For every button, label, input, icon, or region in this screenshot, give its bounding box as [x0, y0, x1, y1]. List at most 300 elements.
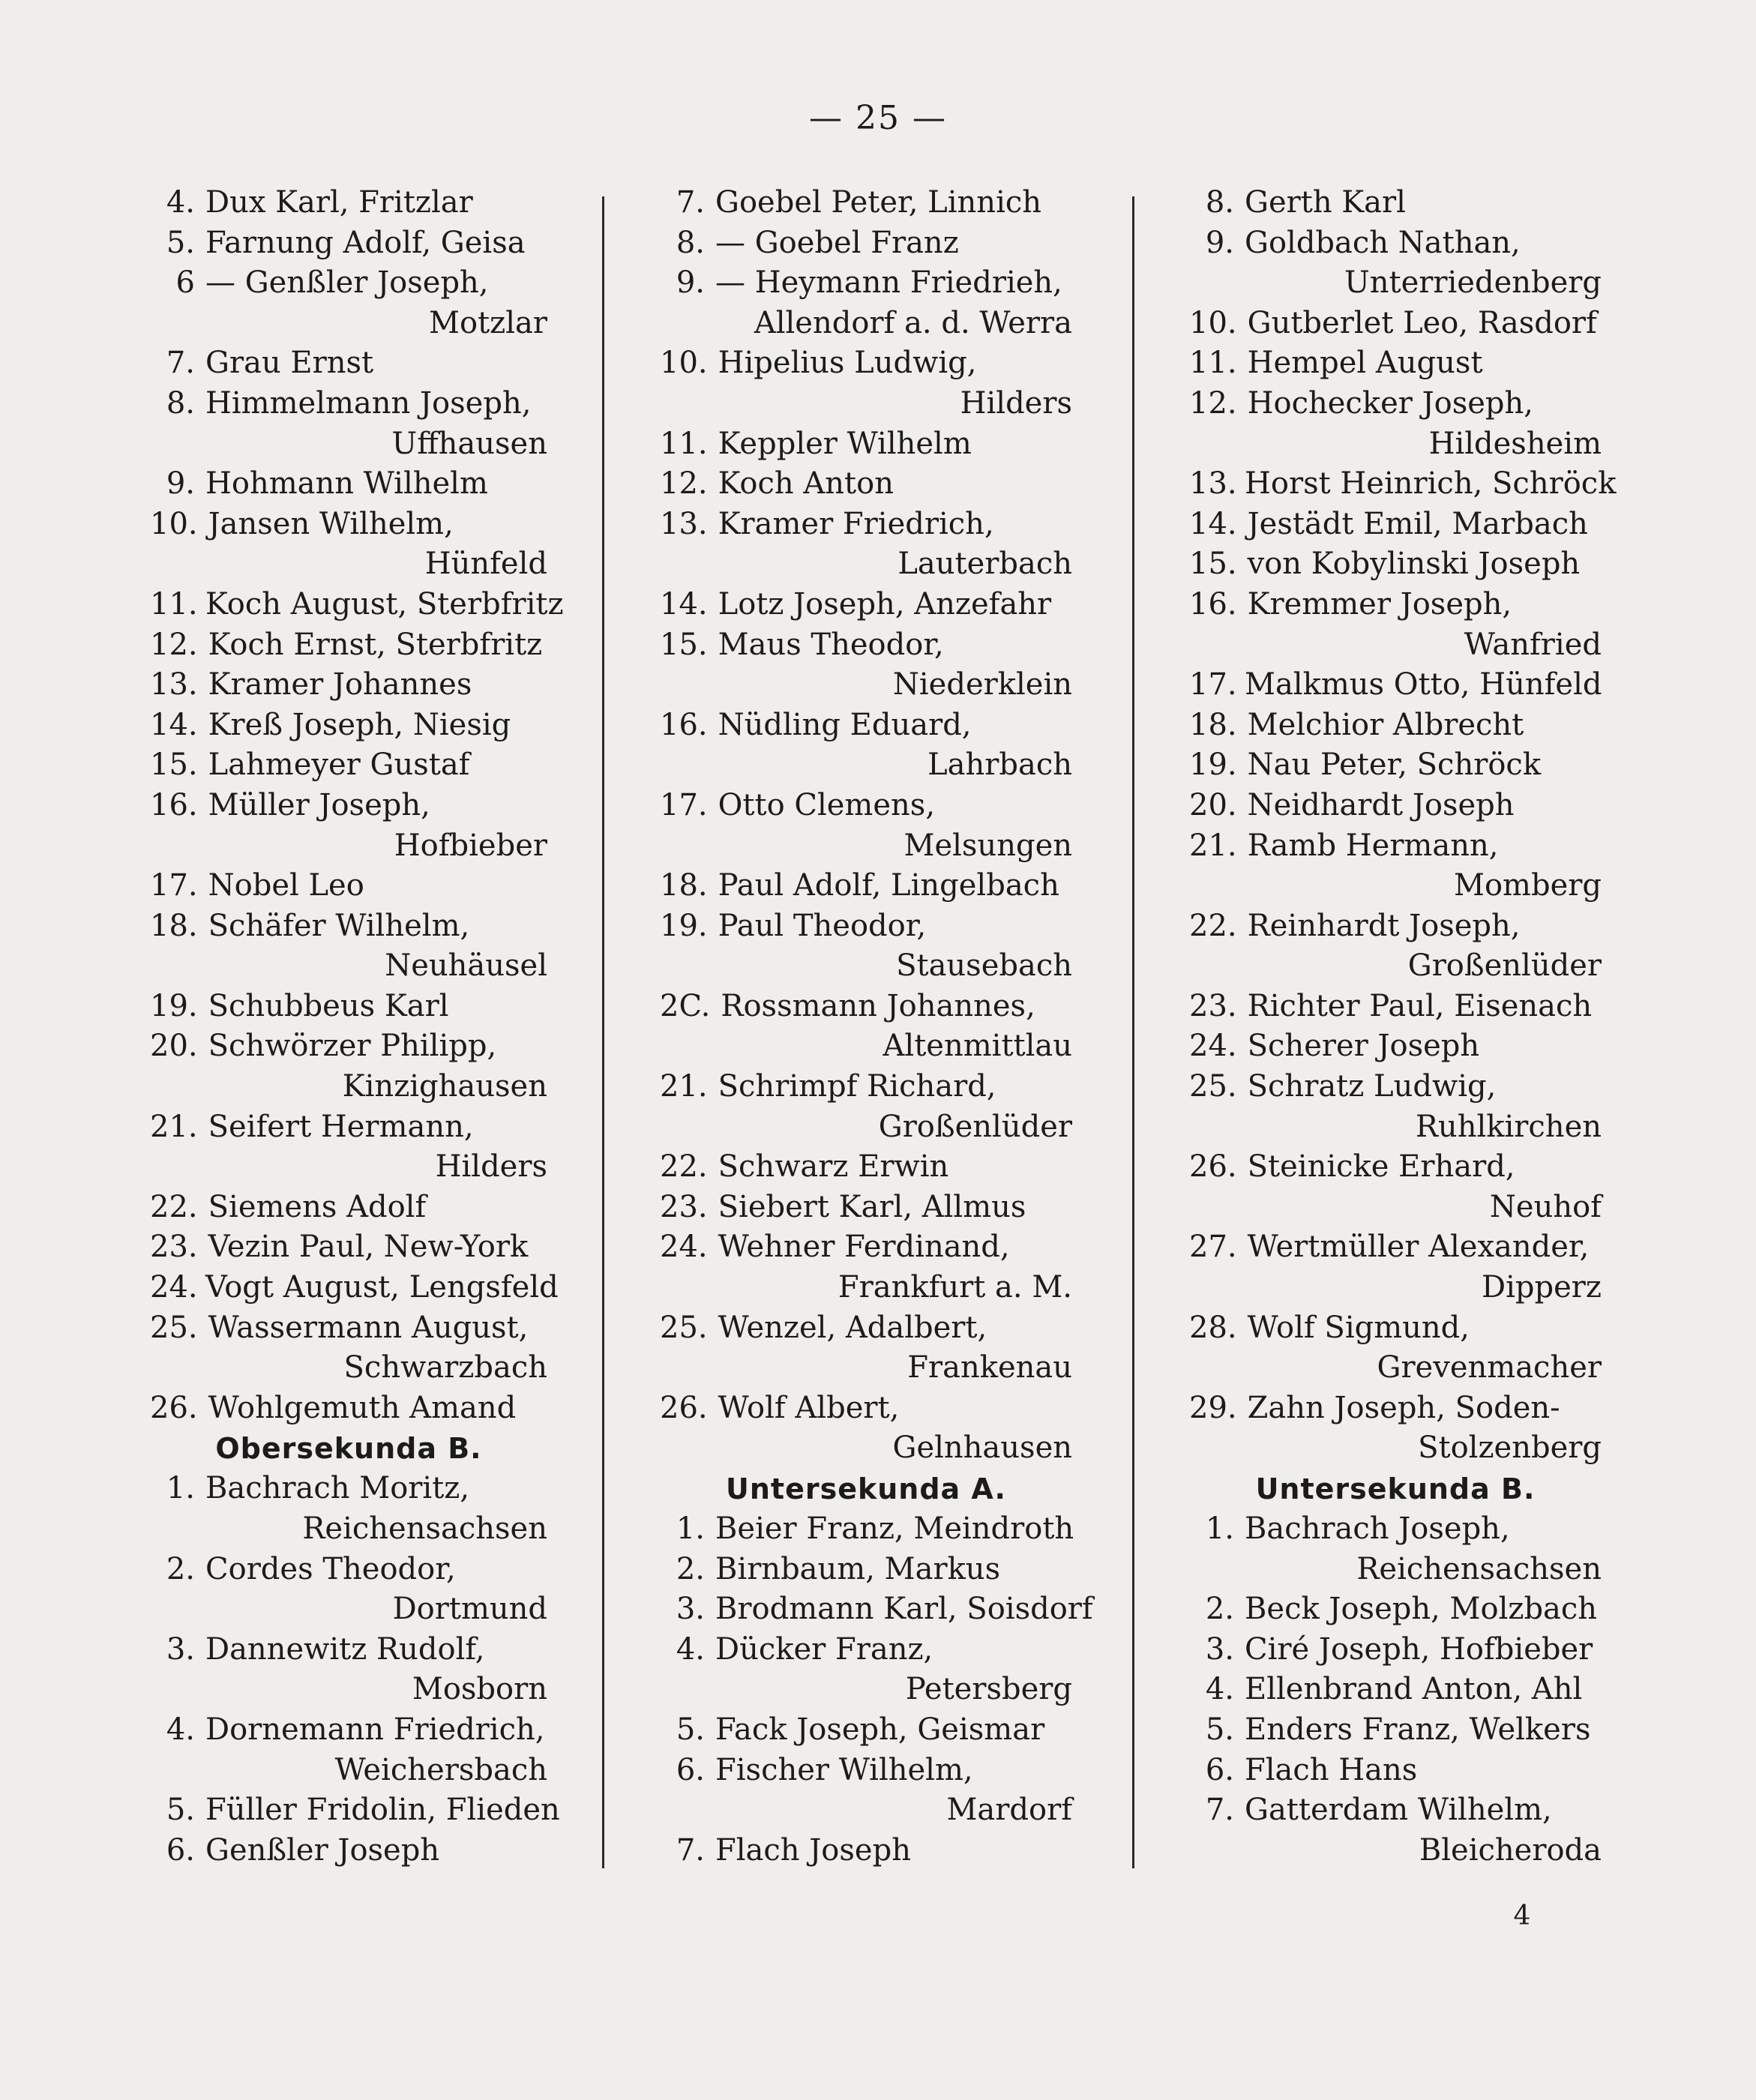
entry-place: Schwarzbach	[343, 1350, 547, 1386]
list-item	[1189, 1227, 1602, 1308]
list-item	[660, 1188, 1072, 1228]
entry-name: Birnbaum, Markus	[715, 1551, 1001, 1586]
list-item	[660, 223, 1072, 264]
entry-place: Hilders	[435, 1149, 547, 1185]
entry-name: Kreß Joseph, Niesig	[208, 707, 511, 742]
entry-place: Niederklein	[892, 667, 1072, 702]
entry-place: Dortmund	[392, 1592, 547, 1627]
entry-name: Schratz Ludwig,	[1247, 1069, 1497, 1104]
list-item	[660, 1389, 1072, 1469]
entry-number: 10.	[150, 506, 198, 541]
entry-number: 18.	[1189, 707, 1237, 742]
entry-number: 15.	[1189, 547, 1237, 582]
entry-name: Schäfer Wilhelm,	[208, 908, 470, 943]
list-item	[1189, 1308, 1602, 1389]
entry-name: Wassermann August,	[208, 1310, 529, 1345]
entry-name: Kremmer Joseph,	[1247, 586, 1512, 622]
entry-place: Stolzenberg	[1418, 1430, 1602, 1466]
list-item	[150, 1630, 547, 1710]
entry-number: 9.	[1205, 225, 1234, 260]
list-item	[150, 705, 547, 746]
entry-name: Schrimpf Richard,	[718, 1069, 996, 1104]
list-item	[150, 1308, 547, 1389]
section-heading: Obersekunda B.	[215, 1432, 482, 1466]
entry-number: 25.	[1189, 1069, 1237, 1104]
entry-name: Goldbach Nathan,	[1245, 225, 1521, 260]
entry-name: Vezin Paul, New-York	[208, 1230, 529, 1265]
list-item	[150, 183, 547, 223]
entry-place: Allendorf a. d. Werra	[754, 305, 1072, 340]
entry-number: 4.	[676, 1631, 705, 1667]
entry-name: Goebel Peter, Linnich	[715, 185, 1042, 220]
list-item	[1189, 1026, 1602, 1067]
list-item	[1189, 544, 1602, 585]
entry-number: 24.	[660, 1230, 708, 1265]
list-item	[150, 625, 547, 666]
section-heading: Untersekunda B.	[1255, 1472, 1536, 1505]
entry-place: Petersberg	[905, 1672, 1072, 1707]
entry-name: Gutberlet Leo, Rasdorf	[1247, 305, 1597, 340]
entry-name: Siebert Karl, Allmus	[718, 1189, 1026, 1224]
entry-name: Wolf Albert,	[718, 1390, 900, 1425]
list-item	[150, 1831, 547, 1871]
entry-number: 25.	[150, 1310, 198, 1345]
entry-name: Flach Hans	[1245, 1752, 1418, 1787]
entry-number: 11.	[660, 426, 708, 461]
list-item	[660, 1509, 1072, 1550]
entry-name: Ciré Joseph, Hofbieber	[1245, 1631, 1593, 1667]
entry-name: Bachrach Joseph,	[1245, 1511, 1510, 1546]
list-item	[1189, 1630, 1602, 1670]
entry-number: 10.	[1189, 305, 1237, 340]
entry-name: Kramer Friedrich,	[718, 506, 994, 541]
list-item	[150, 1227, 547, 1268]
entry-name: Vogt August, Lengsfeld	[205, 1270, 559, 1305]
entry-name: Scherer Joseph	[1247, 1029, 1480, 1064]
entry-number: 5.	[166, 1793, 195, 1828]
entry-name: Hohmann Wilhelm	[205, 466, 488, 502]
entry-number: 12.	[660, 466, 708, 502]
entry-name: Neidhardt Joseph	[1247, 787, 1515, 822]
entry-number: 14.	[150, 707, 198, 742]
column-1	[150, 183, 564, 1900]
entry-name: Gerth Karl	[1245, 185, 1406, 220]
list-item	[150, 987, 547, 1027]
entry-name: Wehner Ferdinand,	[718, 1230, 1010, 1265]
entry-name: Lahmeyer Gustaf	[208, 747, 470, 783]
entry-place: Bleicheroda	[1419, 1832, 1602, 1868]
entry-place: Motzlar	[429, 305, 547, 340]
entry-name: Cordes Theodor,	[205, 1551, 456, 1586]
column-2	[660, 183, 1093, 1900]
entry-name: Farnung Adolf, Geisa	[205, 225, 526, 260]
entry-number: 23.	[150, 1230, 198, 1265]
entry-number: 26.	[150, 1390, 198, 1425]
entry-place: Melsungen	[903, 828, 1072, 863]
entry-place: Lauterbach	[897, 547, 1072, 582]
entry-number: 21.	[1189, 828, 1237, 863]
entry-place: Frankfurt a. M.	[838, 1270, 1072, 1305]
list-item	[150, 263, 547, 343]
entry-name: — Goebel Franz	[715, 225, 959, 260]
list-item	[660, 1751, 1072, 1831]
list-item	[150, 906, 547, 987]
entry-number: 8.	[1205, 185, 1234, 220]
entry-number: 6.	[676, 1752, 705, 1787]
entry-number: 17.	[660, 787, 708, 822]
list-item	[660, 1147, 1072, 1188]
entry-number: 25.	[660, 1310, 708, 1345]
list-item	[660, 906, 1072, 987]
entry-name: Ramb Hermann,	[1247, 828, 1499, 863]
entry-number: 29.	[1189, 1390, 1237, 1425]
entry-number: 14.	[1189, 506, 1237, 541]
list-item	[660, 183, 1072, 223]
entry-name: Koch Anton	[718, 466, 894, 502]
entry-number: 17.	[1189, 667, 1237, 702]
entry-name: Wertmüller Alexander,	[1247, 1230, 1590, 1265]
entry-number: 15.	[660, 627, 708, 662]
entry-number: 21.	[150, 1109, 198, 1144]
entry-name: Jansen Wilhelm,	[208, 506, 454, 541]
entry-number: 2.	[1205, 1592, 1234, 1627]
list-item	[1189, 1790, 1602, 1871]
entry-name: Dornemann Friedrich,	[205, 1712, 545, 1747]
list-item	[660, 1550, 1072, 1590]
entry-name: — Heymann Friedrieh,	[715, 265, 1062, 301]
entry-name: Paul Theodor,	[718, 908, 927, 943]
entry-place: Stausebach	[896, 948, 1072, 984]
entry-number: 9.	[166, 466, 195, 502]
page-number: — 25 —	[809, 99, 947, 137]
list-item	[1189, 987, 1602, 1027]
entry-place: Hildesheim	[1428, 426, 1602, 461]
entry-number: 12.	[150, 627, 198, 662]
entry-name: Hochecker Joseph,	[1247, 385, 1533, 421]
entry-number: 11.	[150, 586, 198, 622]
entry-name: Füller Fridolin, Flieden	[205, 1793, 560, 1828]
list-item	[150, 505, 547, 585]
entry-place: Uffhausen	[391, 426, 547, 461]
entry-name: Jestädt Emil, Marbach	[1247, 506, 1588, 541]
entry-number: 27.	[1189, 1230, 1237, 1265]
entry-number: 19.	[1189, 747, 1237, 783]
entry-number: 3.	[1205, 1631, 1234, 1667]
entry-number: 13.	[660, 506, 708, 541]
entry-place: Wanfried	[1464, 627, 1602, 662]
entry-name: Bachrach Moritz,	[205, 1471, 470, 1506]
entry-name: — Genßler Joseph,	[205, 265, 489, 301]
entry-name: Horst Heinrich, Schröck	[1245, 466, 1617, 502]
entry-name: Reinhardt Joseph,	[1247, 908, 1521, 943]
list-item	[1189, 223, 1602, 304]
entry-name: Beier Franz, Meindroth	[715, 1511, 1074, 1546]
list-item	[1189, 1589, 1602, 1630]
entry-number: 20.	[150, 1029, 198, 1064]
entry-number: 10.	[660, 346, 708, 381]
entry-number: 13.	[1189, 466, 1237, 502]
entry-name: Gatterdam Wilhelm,	[1245, 1793, 1552, 1828]
list-item	[150, 1389, 547, 1429]
list-item	[1189, 705, 1602, 746]
entry-number: 24.	[150, 1270, 198, 1305]
entry-name: Siemens Adolf	[208, 1189, 427, 1224]
entry-place: Hilders	[960, 385, 1072, 421]
entry-number: 26.	[660, 1390, 708, 1425]
entry-name: Lotz Joseph, Anzefahr	[718, 586, 1052, 622]
entry-number: 5.	[676, 1712, 705, 1747]
entry-name: Wohlgemuth Amand	[208, 1390, 517, 1425]
list-item	[660, 1308, 1072, 1389]
list-item	[150, 866, 547, 906]
list-item	[1189, 1670, 1602, 1710]
list-item	[660, 1710, 1072, 1751]
list-item	[1189, 585, 1602, 665]
list-item	[1189, 665, 1602, 705]
entry-name: Otto Clemens,	[718, 787, 936, 822]
entry-number: 28.	[1189, 1310, 1237, 1345]
list-item	[1189, 1389, 1602, 1469]
entry-name: Grau Ernst	[205, 346, 374, 381]
list-item	[150, 1710, 547, 1790]
list-item	[660, 1227, 1072, 1308]
list-item	[660, 505, 1072, 585]
entry-number: 7.	[676, 1832, 705, 1868]
entry-name: Kramer Johannes	[208, 667, 472, 702]
entry-name: Dannewitz Rudolf,	[205, 1631, 485, 1667]
list-item	[660, 464, 1072, 505]
list-item	[660, 424, 1072, 465]
entry-number: 6.	[166, 1832, 195, 1868]
entry-place: Großenlüder	[1407, 948, 1602, 984]
entry-name: Malkmus Otto, Hünfeld	[1245, 667, 1602, 702]
list-item	[150, 384, 547, 464]
entry-number: 16.	[150, 787, 198, 822]
entry-number: 19.	[150, 988, 198, 1023]
entry-number: 6	[175, 265, 195, 301]
entry-number: 1.	[1205, 1511, 1234, 1546]
list-item	[1189, 906, 1602, 987]
entry-number: 5.	[1205, 1712, 1234, 1747]
list-item	[660, 625, 1072, 705]
entry-place: Großenlüder	[878, 1109, 1072, 1144]
entry-name: Hempel August	[1247, 346, 1483, 381]
entry-place: Gelnhausen	[892, 1430, 1072, 1466]
list-item	[1189, 786, 1602, 826]
list-item	[1189, 505, 1602, 545]
entry-number: 23.	[1189, 988, 1237, 1023]
entry-place: Unterriedenberg	[1344, 265, 1602, 301]
list-item	[1189, 1710, 1602, 1751]
entry-name: Wolf Sigmund,	[1247, 1310, 1470, 1345]
entry-name: Steinicke Erhard,	[1247, 1149, 1515, 1185]
entry-place: Mardorf	[946, 1793, 1072, 1828]
entry-number: 22.	[150, 1189, 198, 1224]
entry-name: Maus Theodor,	[718, 627, 944, 662]
entry-number: 3.	[166, 1631, 195, 1667]
entry-number: 23.	[660, 1189, 708, 1224]
entry-number: 8.	[166, 385, 195, 421]
entry-name: Wenzel, Adalbert,	[718, 1310, 987, 1345]
list-item	[1189, 826, 1602, 906]
entry-place: Grevenmacher	[1377, 1350, 1602, 1386]
entry-name: Fack Joseph, Geismar	[715, 1712, 1045, 1747]
entry-place: Reichensachsen	[302, 1511, 547, 1546]
entry-number: 7.	[676, 185, 705, 220]
list-item	[150, 585, 564, 625]
entry-number: 16.	[660, 707, 708, 742]
entry-name: Flach Joseph	[715, 1832, 911, 1868]
list-item	[1189, 464, 1617, 505]
entry-place: Hofbieber	[394, 828, 547, 863]
entry-name: Ellenbrand Anton, Ahl	[1245, 1672, 1583, 1707]
entry-place: Frankenau	[907, 1350, 1072, 1386]
entry-number: 2.	[166, 1551, 195, 1586]
entry-place: Momberg	[1454, 868, 1602, 903]
column-3	[1189, 183, 1617, 1900]
list-item	[1189, 343, 1602, 384]
entry-number: 2C.	[660, 988, 711, 1023]
list-item	[660, 343, 1072, 424]
entry-number: 18.	[660, 868, 708, 903]
entry-number: 24.	[1189, 1029, 1237, 1064]
entry-name: Dücker Franz,	[715, 1631, 933, 1667]
entry-name: Seifert Hermann,	[208, 1109, 474, 1144]
list-item	[1189, 304, 1602, 344]
entry-number: 16.	[1189, 586, 1237, 622]
entry-place: Neuhäusel	[385, 948, 547, 984]
entry-name: Fischer Wilhelm,	[715, 1752, 973, 1787]
entry-number: 4.	[166, 1712, 195, 1747]
entry-number: 4.	[166, 185, 195, 220]
entry-place: Mosborn	[412, 1672, 547, 1707]
list-item	[150, 745, 547, 786]
entry-number: 20.	[1189, 787, 1237, 822]
list-item	[150, 223, 547, 264]
entry-name: Himmelmann Joseph,	[205, 385, 532, 421]
list-item	[1189, 1509, 1602, 1589]
list-item	[150, 1550, 547, 1630]
entry-place: Lahrbach	[927, 747, 1072, 783]
entry-number: 22.	[660, 1149, 708, 1185]
entry-number: 13.	[150, 667, 198, 702]
list-item	[150, 464, 547, 505]
entry-place: Hünfeld	[424, 547, 547, 582]
entry-number: 5.	[166, 225, 195, 260]
entry-place: Dipperz	[1482, 1270, 1602, 1305]
list-item	[1189, 745, 1602, 786]
entry-number: 7.	[1205, 1793, 1234, 1828]
entry-number: 14.	[660, 586, 708, 622]
entry-name: Richter Paul, Eisenach	[1247, 988, 1593, 1023]
list-item	[150, 1790, 560, 1831]
entry-number: 3.	[676, 1592, 705, 1627]
list-item	[660, 786, 1072, 866]
entry-name: Keppler Wilhelm	[718, 426, 972, 461]
entry-place: Neuhof	[1489, 1189, 1602, 1224]
entry-number: 6.	[1205, 1752, 1234, 1787]
list-item	[150, 1107, 547, 1188]
list-item	[150, 1469, 547, 1549]
list-item	[1189, 1147, 1602, 1227]
entry-number: 15.	[150, 747, 198, 783]
entry-name: Zahn Joseph, Soden-	[1247, 1390, 1560, 1425]
entry-name: Koch August, Sterbfritz	[205, 586, 564, 622]
entry-number: 17.	[150, 868, 198, 903]
entry-name: Nau Peter, Schröck	[1247, 747, 1542, 783]
list-item	[150, 1188, 547, 1228]
entry-name: Dux Karl, Fritzlar	[205, 185, 473, 220]
list-item	[150, 1268, 559, 1308]
entry-place: Reichensachsen	[1356, 1551, 1602, 1586]
list-item	[660, 1630, 1072, 1710]
list-item	[1189, 384, 1602, 464]
entry-name: Nüdling Eduard,	[718, 707, 972, 742]
entry-number: 8.	[676, 225, 705, 260]
entry-name: Schwarz Erwin	[718, 1149, 949, 1185]
entry-number: 19.	[660, 908, 708, 943]
list-item	[150, 343, 547, 384]
list-item	[150, 665, 547, 705]
entry-place: Kinzighausen	[342, 1069, 547, 1104]
entry-number: 4.	[1205, 1672, 1234, 1707]
entry-name: Genßler Joseph	[205, 1832, 440, 1868]
list-item	[660, 1831, 1072, 1871]
column-divider-2	[1132, 196, 1134, 1868]
entry-number: 12.	[1189, 385, 1237, 421]
entry-number: 2.	[676, 1551, 705, 1586]
entry-number: 7.	[166, 346, 195, 381]
list-item	[1189, 1751, 1602, 1791]
entry-name: Brodmann Karl, Soisdorf	[715, 1592, 1093, 1627]
list-item	[660, 866, 1072, 906]
entry-name: Müller Joseph,	[208, 787, 430, 822]
list-item	[1189, 183, 1602, 223]
entry-place: Ruhlkirchen	[1415, 1109, 1602, 1144]
entry-place: Altenmittlau	[882, 1029, 1072, 1064]
list-item	[660, 585, 1072, 625]
entry-number: 9.	[676, 265, 705, 301]
entry-number: 26.	[1189, 1149, 1237, 1185]
list-item	[660, 263, 1072, 343]
entry-name: Melchior Albrecht	[1247, 707, 1524, 742]
entry-place: Weichersbach	[334, 1752, 547, 1787]
entry-number: 1.	[166, 1471, 195, 1506]
entry-name: Enders Franz, Welkers	[1245, 1712, 1591, 1747]
entry-number: 22.	[1189, 908, 1237, 943]
entry-name: Hipelius Ludwig,	[718, 346, 977, 381]
column-divider-1	[602, 196, 604, 1868]
entry-number: 1.	[676, 1511, 705, 1546]
entry-name: Nobel Leo	[208, 868, 364, 903]
entry-name: Koch Ernst, Sterbfritz	[208, 627, 543, 662]
entry-name: Schwörzer Philipp,	[208, 1029, 497, 1064]
entry-name: Beck Joseph, Molzbach	[1245, 1592, 1598, 1627]
entry-number: 11.	[1189, 346, 1237, 381]
entry-name: von Kobylinski Joseph	[1247, 547, 1581, 582]
entry-number: 18.	[150, 908, 198, 943]
list-item	[1189, 1067, 1602, 1147]
list-item	[150, 786, 547, 866]
entry-name: Schubbeus Karl	[208, 988, 449, 1023]
list-item	[660, 1589, 1093, 1630]
list-item	[660, 987, 1072, 1067]
entry-number: 21.	[660, 1069, 708, 1104]
entry-name: Paul Adolf, Lingelbach	[718, 868, 1059, 903]
entry-name: Rossmann Johannes,	[721, 988, 1035, 1023]
list-item	[660, 1067, 1072, 1147]
list-item	[150, 1026, 547, 1107]
